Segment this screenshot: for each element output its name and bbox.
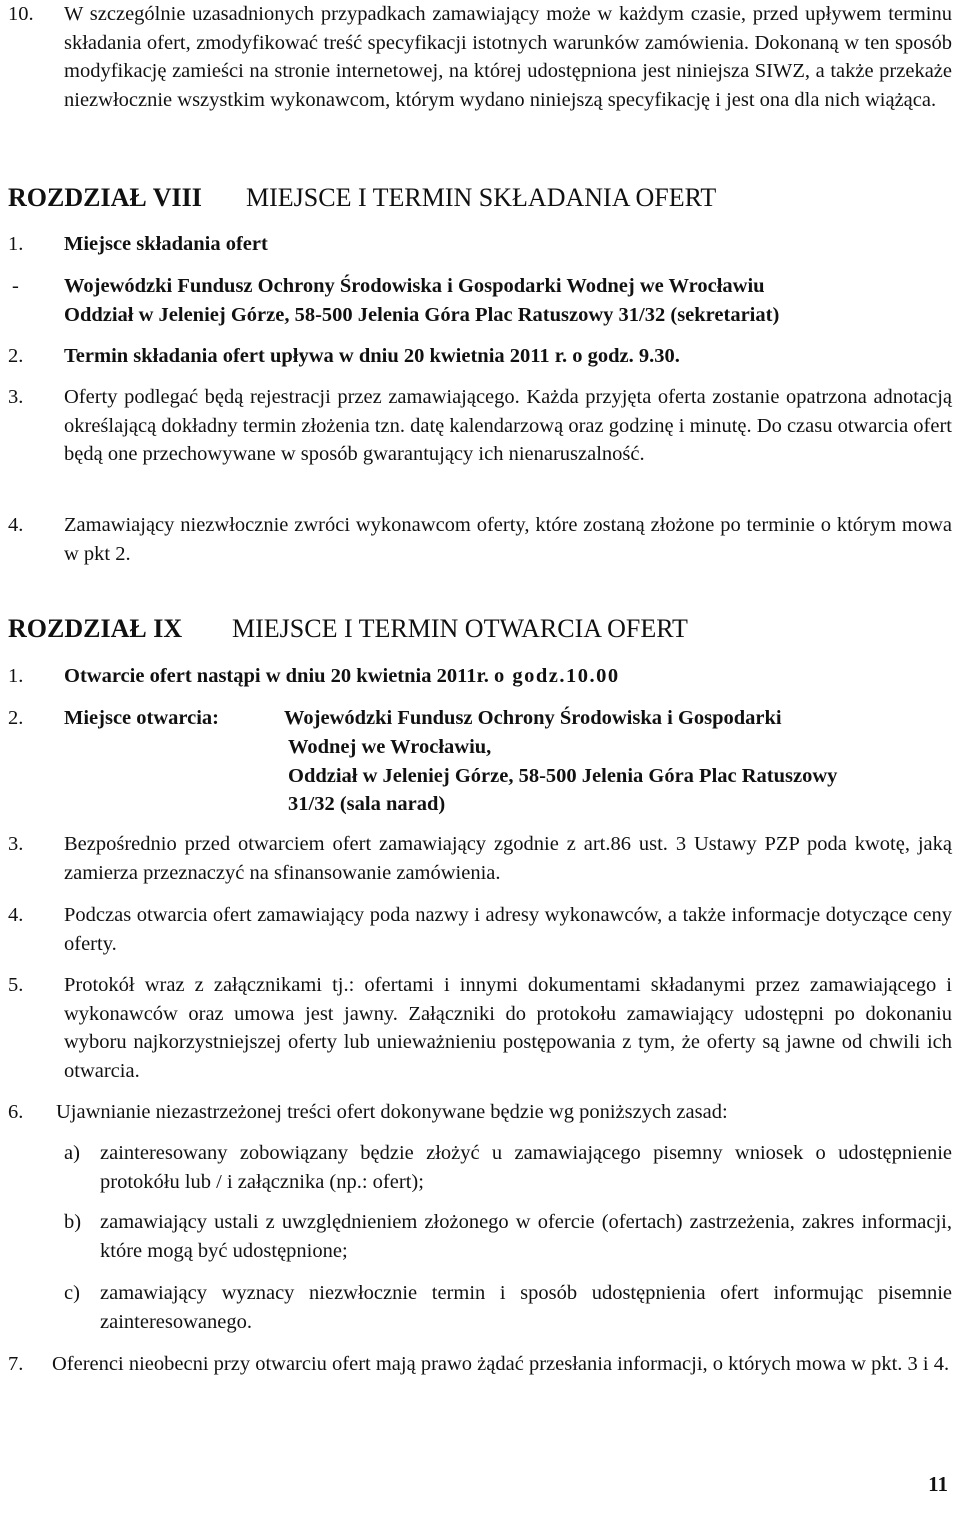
opening-time: o godz.10.00 — [493, 665, 620, 687]
chapter-label: ROZDZIAŁ IX — [8, 614, 183, 643]
ch9-item-2 — [8, 704, 220, 733]
address-line-1: Wojewódzki Fundusz Ochrony Środowiska i Gospodarki Wodnej we Wrocławiu — [64, 275, 765, 297]
item-text: Zamawiający niezwłocznie zwróci wykonawcom oferty, które zostaną złożone po terminie o którym mowa w pkt 2. — [64, 514, 952, 565]
item-number: 3. — [8, 833, 24, 855]
opening-place-label: Miejsce otwarcia: — [64, 707, 220, 729]
item-number: 4. — [8, 514, 24, 536]
ch9-item-6 — [8, 1098, 728, 1127]
item-text: W szczególnie uzasadnionych przypadkach zamawiający może w każdym czasie, przed upływem terminu składania ofert, zmodyfikować treść specyfikacji istotnych warunków zamówienia. Dokonaną w ten sposób modyfikację zamieści na stronie internetowej, na której udostępniona jest niniejsza SIWZ, a także przekaże niezwłocznie wszystkim wykonawcom, którym wydano niniejszą specyfikację i jest ona dla nich wiążąca. — [64, 3, 952, 111]
item-text: Miejsce składania ofert — [64, 233, 268, 255]
chapter-label: ROZDZIAŁ VIII — [8, 183, 202, 212]
item-number: 10. — [8, 3, 34, 25]
item-number: 6. — [8, 1101, 24, 1123]
ch8-item-3 — [8, 383, 952, 469]
item-text: Termin składania ofert upływa w dniu 20 kwietnia 2011 r. o godz. 9.30. — [64, 345, 680, 367]
ch9-item-5 — [8, 971, 952, 1085]
item-text: Oferenci nieobecni przy otwarciu ofert mają prawo żądać przesłania informacji, o których mowa w pkt. 3 i 4. — [52, 1353, 950, 1375]
address-line-2: Oddział w Jeleniej Górze, 58-500 Jelenia Góra Plac Ratuszowy 31/32 (sekretariat) — [64, 304, 780, 326]
paragraph-10 — [8, 0, 952, 114]
item-text: Podczas otwarcia ofert zamawiający poda nazwy i adresy wykonawców, a także informacje dotyczące ceny oferty. — [64, 904, 952, 955]
ch9-item-3 — [8, 830, 952, 887]
sub-item-a — [64, 1139, 952, 1196]
ch8-item-1 — [8, 230, 268, 259]
ch9-item-1 — [8, 662, 620, 691]
item-number: 2. — [8, 345, 24, 367]
item-number: 7. — [8, 1353, 24, 1375]
item-number: 2. — [8, 707, 24, 729]
item-number: 3. — [8, 386, 24, 408]
opening-place-line-4: 31/32 (sala narad) — [288, 793, 446, 815]
sub-item-c — [64, 1279, 952, 1336]
ch8-item-2 — [8, 342, 680, 371]
list-dash: - — [12, 275, 19, 297]
ch8-address — [12, 272, 19, 301]
ch9-item-7 — [8, 1350, 952, 1379]
opening-place-line-2: Wodnej we Wrocławiu, — [288, 736, 492, 758]
item-text: Ujawnianie niezastrzeżonej treści ofert dokonywane będzie wg poniższych zasad: — [56, 1101, 728, 1123]
item-text — [64, 662, 620, 691]
sub-item-text: zamawiający ustali z uwzględnieniem złożonego w ofercie (ofertach) zastrzeżenia, zakres informacji, które mogą być udostępnione; — [100, 1211, 952, 1262]
sub-item-b — [64, 1208, 952, 1265]
opening-date: Otwarcie ofert nastąpi w dniu 20 kwietnia 2011r. — [64, 665, 489, 687]
item-number: 5. — [8, 974, 24, 996]
ch8-item-4 — [8, 511, 952, 568]
chapter-8-heading — [8, 182, 717, 214]
item-text: Bezpośrednio przed otwarciem ofert zamawiający zgodnie z art.86 ust. 3 Ustawy PZP poda kwotę, jaką zamierza przeznaczyć na sfinansowanie zamówienia. — [64, 833, 952, 884]
item-text: Oferty podlegać będą rejestracji przez zamawiającego. Każda przyjęta oferta zostanie opatrzona adnotacją określającą dokładny termin złożenia tzn. datę kalendarzową oraz godzinę i minutę. Do czasu otwarcia ofert będą one przechowywane w sposób gwarantujący ich nienaruszalność. — [64, 386, 952, 465]
chapter-title: MIEJSCE I TERMIN OTWARCIA OFERT — [232, 614, 688, 643]
chapter-title: MIEJSCE I TERMIN SKŁADANIA OFERT — [246, 183, 717, 212]
opening-place-line-3: Oddział w Jeleniej Górze, 58-500 Jelenia Góra Plac Ratuszowy — [288, 765, 838, 787]
sub-item-text: zainteresowany zobowiązany będzie złożyć u zamawiającego pisemny wniosek o udostępnienie protokółu lub / i załącznika (np.: ofert); — [100, 1142, 952, 1193]
page-number: 11 — [928, 1472, 948, 1496]
item-number: 1. — [8, 665, 24, 687]
chapter-9-heading — [8, 613, 688, 645]
ch9-item-4 — [8, 901, 952, 958]
sub-item-text: zamawiający wyznacy niezwłocznie termin i sposób udostępnienia ofert informując pisemnie zainteresowanego. — [100, 1282, 952, 1333]
item-number: 4. — [8, 904, 24, 926]
item-text: Protokół wraz z załącznikami tj.: ofertami i innymi dokumentami składanymi przez zamawiającego i wykonawców oraz umowa jest jawny. Załączniki do protokołu zamawiający udostępni po dokonaniu wyboru najkorzystniejszej oferty lub unieważnieniu postępowania z tym, że oferty są jawne od chwili ich otwarcia. — [64, 974, 952, 1082]
sub-item-letter: c) — [64, 1282, 80, 1304]
item-number: 1. — [8, 233, 24, 255]
opening-place-line-1: Wojewódzki Fundusz Ochrony Środowiska i Gospodarki — [284, 707, 782, 729]
sub-item-letter: a) — [64, 1142, 80, 1164]
sub-item-letter: b) — [64, 1211, 82, 1233]
